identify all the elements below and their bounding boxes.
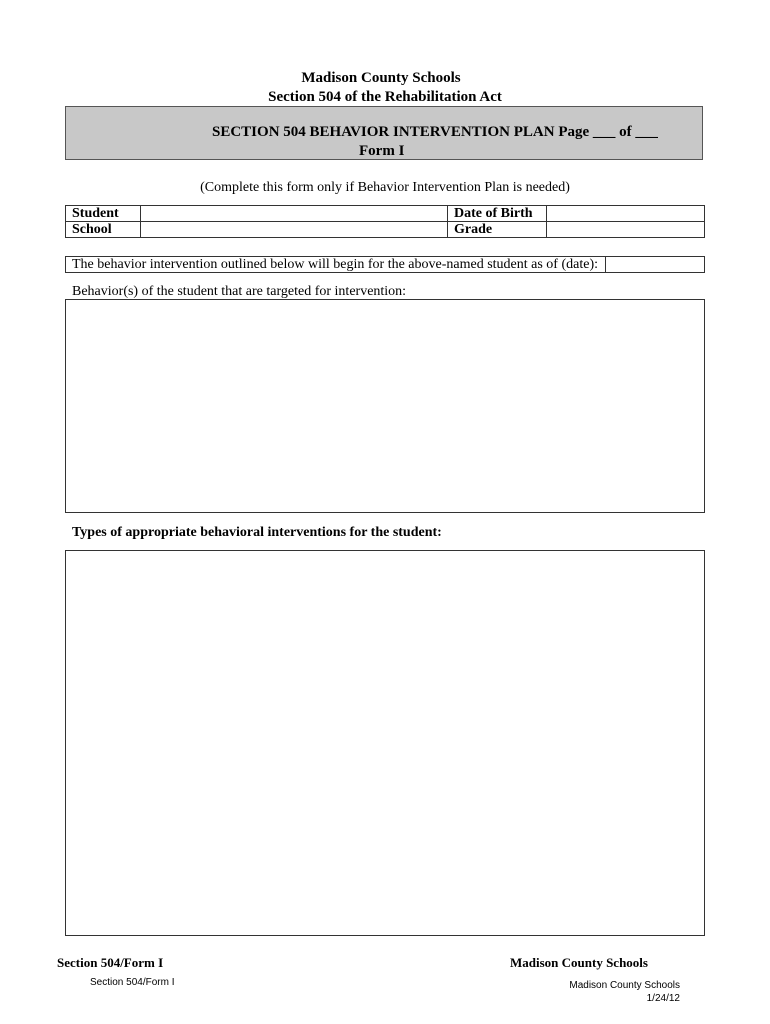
table-row — [66, 222, 705, 238]
title-band — [65, 106, 703, 160]
dob-label: Date of Birth — [448, 206, 547, 222]
grade-label: Grade — [448, 222, 547, 238]
behaviors-field[interactable] — [65, 299, 705, 513]
begin-date-row — [65, 256, 705, 273]
student-field[interactable] — [141, 206, 448, 222]
footer-form-id: Section 504/Form I — [57, 955, 164, 970]
begin-date-statement: The behavior intervention outlined below will begin for the above-named student as of (date): — [72, 257, 599, 272]
form-subtitle: Form I — [359, 143, 405, 159]
form-title: SECTION 504 BEHAVIOR INTERVENTION PLAN Page ___ of ___ — [212, 124, 658, 140]
school-label: School — [66, 222, 141, 238]
student-label: Student — [66, 206, 141, 222]
header-act-name: Section 504 of the Rehabilitation Act — [268, 89, 502, 105]
instruction-text: (Complete this form only if Behavior Intervention Plan is needed) — [200, 180, 570, 195]
school-field[interactable] — [141, 222, 448, 238]
footer-form-id-small: Section 504/Form I — [90, 977, 175, 988]
table-row — [66, 206, 705, 222]
header-district-name: Madison County Schools — [301, 70, 461, 86]
footer-district-date — [569, 979, 680, 1005]
footer-revision-date: 1/24/12 — [646, 993, 680, 1004]
interventions-field[interactable] — [65, 550, 705, 936]
dob-field[interactable] — [547, 206, 705, 222]
behaviors-label: Behavior(s) of the student that are targeted for intervention: — [72, 284, 407, 299]
grade-field[interactable] — [547, 222, 705, 238]
footer-district-name: Madison County Schools — [510, 955, 648, 970]
footer-district-small: Madison County Schools — [569, 980, 680, 991]
interventions-label: Types of appropriate behavioral interventions for the student: — [72, 525, 442, 540]
begin-date-field[interactable] — [605, 256, 704, 273]
student-info-table — [65, 205, 705, 238]
